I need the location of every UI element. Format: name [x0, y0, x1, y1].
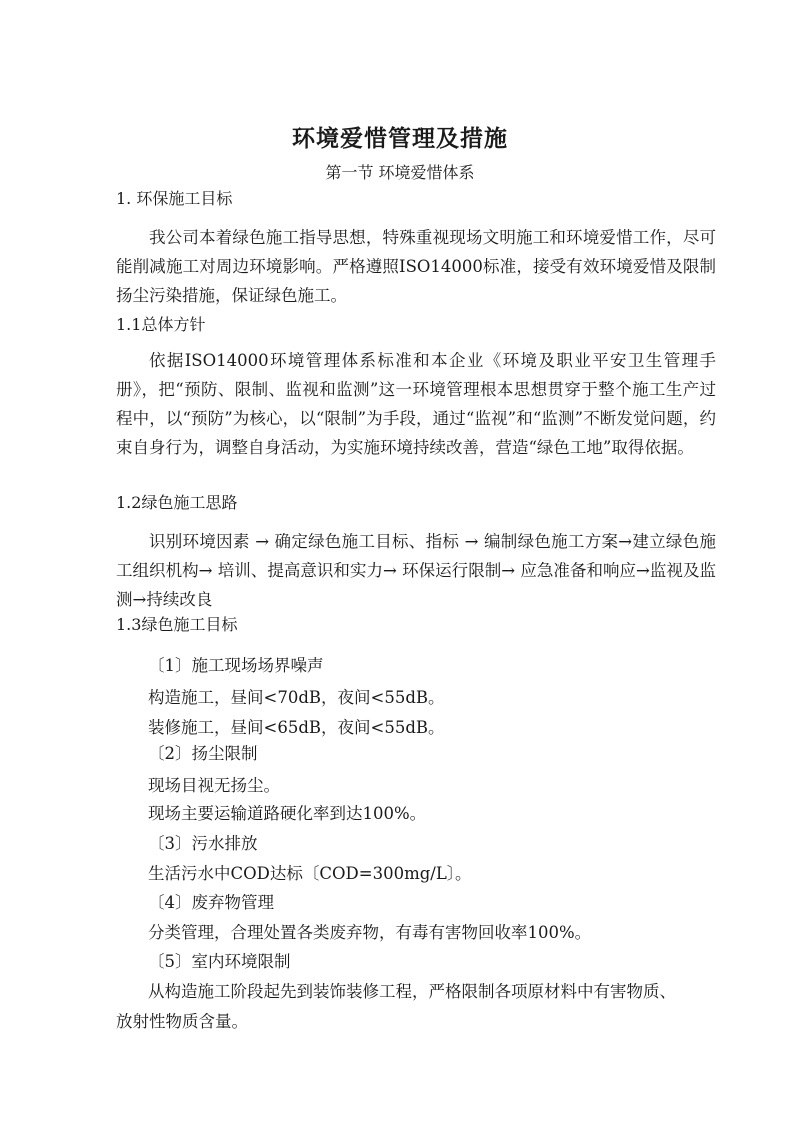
heading-environmental-goals: 1. 环保施工目标 [116, 189, 233, 208]
item-waste-heading: 〔4〕废弃物管理 [148, 893, 274, 912]
heading-green-construction-approach: 1.2绿色施工思路 [116, 493, 238, 512]
item-indoor-heading: 〔5〕室内环境限制 [148, 952, 291, 971]
item-noise-heading: 〔1〕施工现场场界噪声 [148, 656, 324, 675]
section-subtitle: 第一节 环境爱惜体系 [325, 163, 475, 182]
paragraph-general-policy: 依据ISO14000环境管理体系标准和本企业《环境及职业平安卫生管理手册》，把“预防、限制、监视和监测”这一环境管理根本思想贯穿于整个施工生产过程中，以“预防”为核心，以“限制”为手段，通过“监视”和“监测”不断发觉问题，约束自身行为，调整自身活动，为实施环境持续改善，营造“绿色工地”取得依据。 [116, 351, 716, 457]
item-indoor-control: 从构造施工阶段起先到装饰装修工程，严格限制各项原材料中有害物质、 [148, 982, 676, 1001]
item-sewage-heading: 〔3〕污水排放 [148, 834, 258, 853]
item-road-hardening: 现场主要运输道路硬化率到达100%。 [148, 804, 427, 823]
paragraph-green-construction-approach: 识别环境因素 → 确定绿色施工目标、指标 → 编制绿色施工方案→建立绿色施工组织机构→ 培训、提高意识和实力→ 环保运行限制→ 应急准备和响应→监视及监测→持续改良 [116, 532, 716, 609]
paragraph-intro: 我公司本着绿色施工指导思想，特殊重视现场文明施工和环境爱惜工作，尽可能削减施工对周边环境影响。严格遵照ISO14000标准，接受有效环境爱惜及限制扬尘污染措施，保证绿色施工。 [116, 228, 716, 305]
item-structure-noise: 构造施工，昼间<70dB，夜间<55dB。 [148, 688, 445, 707]
item-waste-management: 分类管理，合理处置各类废弃物，有毒有害物回收率100%。 [148, 923, 592, 942]
item-no-dust: 现场目视无扬尘。 [148, 776, 280, 795]
document-title: 环境爱惜管理及措施 [292, 125, 508, 152]
heading-green-construction-goals: 1.3绿色施工目标 [116, 615, 238, 634]
heading-general-policy: 1.1总体方针 [116, 315, 206, 334]
item-decoration-noise: 装修施工，昼间<65dB，夜间<55dB。 [148, 718, 445, 737]
item-indoor-control-continued: 放射性物质含量。 [116, 1012, 248, 1031]
item-cod-standard: 生活污水中COD达标〔COD=300mg/L〕。 [148, 864, 472, 883]
item-dust-heading: 〔2〕扬尘限制 [148, 744, 258, 763]
